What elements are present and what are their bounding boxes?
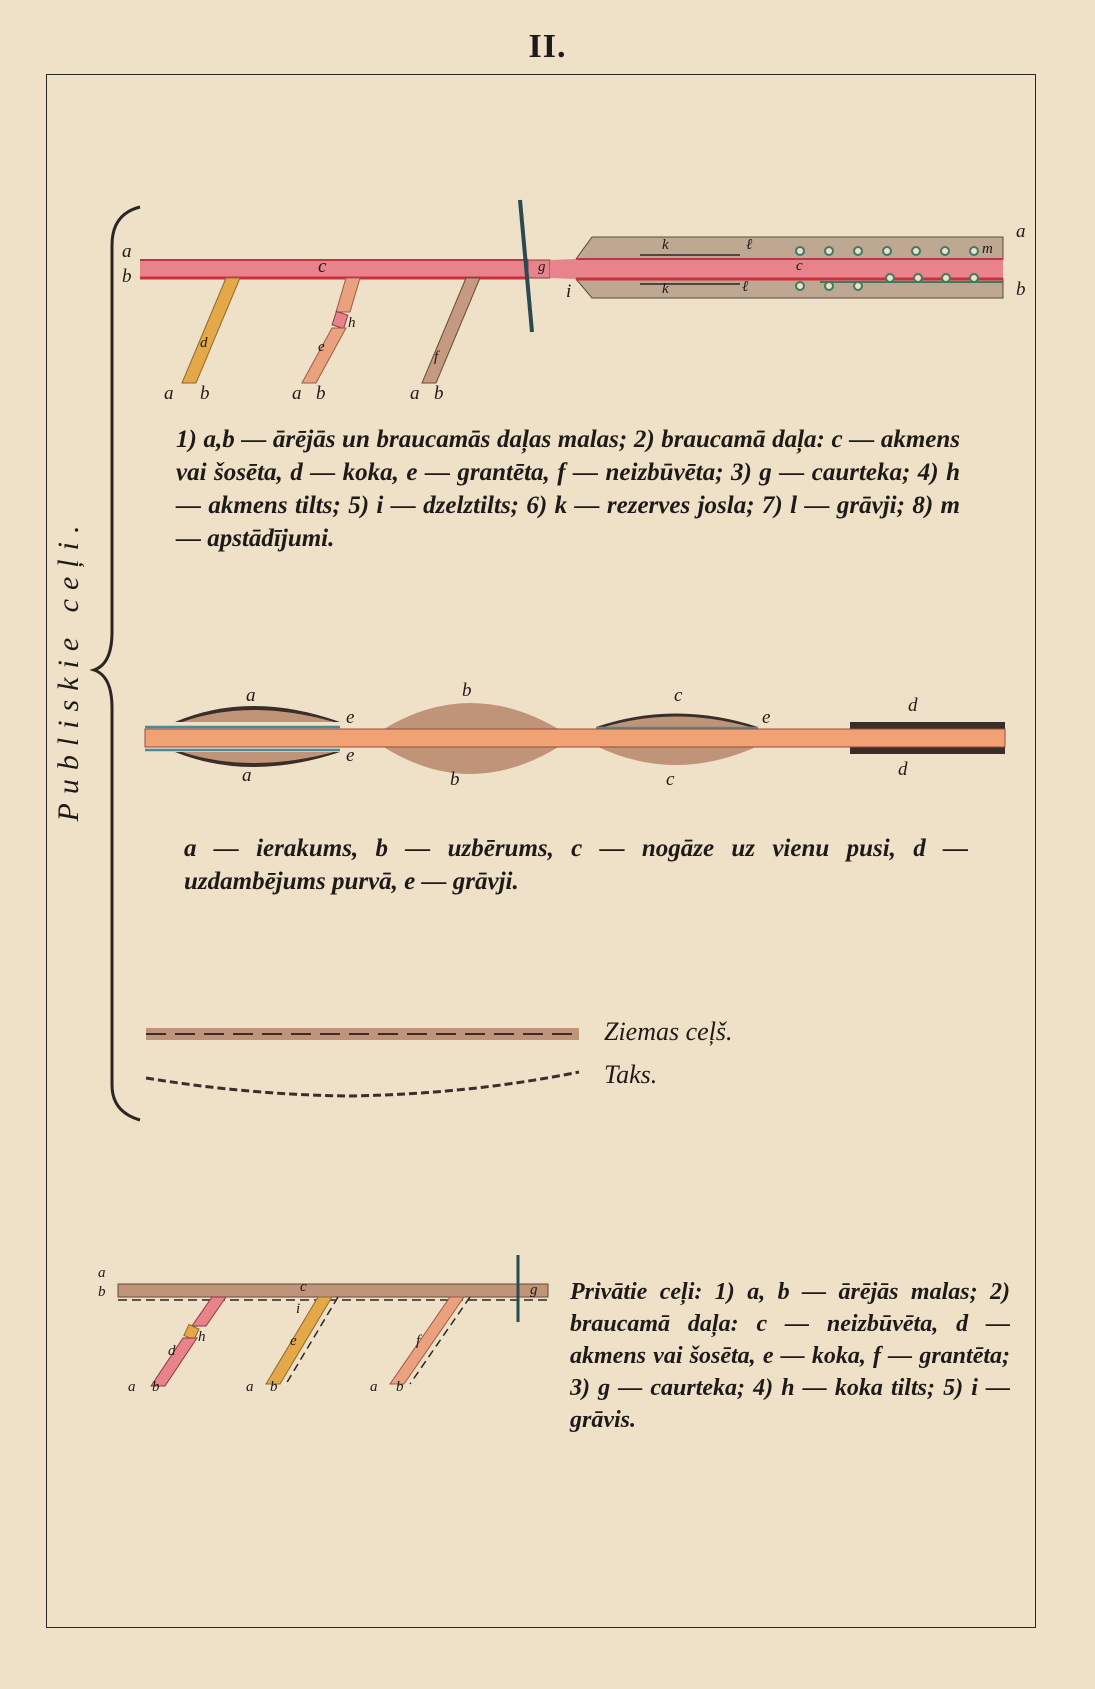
private-branch-d-upper	[192, 1297, 226, 1326]
public-road-diagram	[140, 200, 1003, 383]
main-road-right	[576, 259, 1003, 279]
label-causeway-d-bottom: d	[898, 759, 908, 780]
label-cut-a-bottom: a	[242, 765, 252, 786]
label-d-branch: d	[200, 335, 208, 351]
winter-road-label: Ziemas ceļš.	[604, 1017, 733, 1046]
fill-b-top	[382, 703, 560, 730]
embankments-caption: a — ierakums, b — uzbērums, c — nogāze uz vienu pusi, d — uzdambējums purvā, e — grāvji.	[184, 835, 968, 895]
fill-b-bottom	[382, 746, 560, 774]
label-b-branch2: b	[316, 383, 326, 404]
label-private-b: b	[98, 1284, 106, 1300]
slope-c-bottom	[596, 746, 758, 765]
stone-bridge-h	[332, 311, 348, 328]
label-a-main: a	[122, 241, 132, 262]
branch-road-d	[182, 278, 240, 383]
label-b-branch3: b	[434, 383, 444, 404]
label-ditch-e-3: e	[762, 707, 771, 728]
label-private-a2: a	[246, 1379, 254, 1395]
label-slope-c-bottom: c	[666, 769, 675, 790]
label-m-planting: m	[982, 241, 993, 257]
label-c-right: c	[796, 258, 803, 274]
label-private-d: d	[168, 1343, 176, 1359]
branch-road-f	[422, 278, 480, 383]
label-fill-b-top: b	[462, 680, 472, 701]
label-private-i: i	[296, 1301, 301, 1317]
label-private-b3: b	[396, 1379, 404, 1395]
label-e-branch: e	[318, 339, 325, 355]
label-a-branch1: a	[164, 383, 174, 404]
label-cut-a-top: a	[246, 685, 256, 706]
label-private-c: c	[300, 1279, 307, 1295]
connector-transition	[550, 259, 576, 279]
label-g-culvert: g	[538, 259, 546, 275]
label-fill-b-bottom: b	[450, 769, 460, 790]
earthworks-road	[145, 729, 1005, 747]
label-f-branch: f	[434, 349, 439, 365]
label-private-a1: a	[128, 1379, 136, 1395]
label-k-upper: k	[662, 237, 669, 253]
label-b-right: b	[1016, 279, 1026, 300]
label-private-b2: b	[270, 1379, 278, 1395]
label-k-lower: k	[662, 281, 669, 297]
label-l-upper: ℓ	[746, 237, 753, 253]
label-a-branch2: a	[292, 383, 302, 404]
section-title: Publiskie ceļi.	[52, 516, 85, 822]
label-a-right: a	[1016, 221, 1026, 242]
public-roads-caption: 1) a,b — ārējās un braucamās daļas malas; 2) braucamā daļa: c — akmens vai šosēta, d — koka, e — grantēta, f — neizbūvēta; 3) g — caurteka; 4) h — akmens tilts; 5) i — dzelztilts; 6) k — rezerves josla; 7) l — grāvji; 8) m — apstādījumi.	[176, 426, 960, 552]
section-brace	[94, 207, 140, 1120]
main-road-fill	[140, 260, 528, 278]
label-ditch-e-2: e	[346, 745, 355, 766]
label-private-f: f	[416, 1333, 421, 1349]
branch-road-e-lower	[302, 328, 346, 383]
label-private-g: g	[530, 1282, 538, 1298]
branch-road-e-upper	[336, 278, 360, 312]
label-i-bridge: i	[566, 281, 572, 302]
label-b-main: b	[122, 266, 132, 287]
label-causeway-d-top: d	[908, 695, 918, 716]
earthworks-diagram	[145, 703, 1005, 774]
private-road-diagram	[118, 1255, 548, 1386]
winter-road-symbol	[146, 1028, 579, 1040]
label-private-e: e	[290, 1333, 297, 1349]
label-h-bridge: h	[348, 315, 356, 331]
private-roads-caption: Privātie ceļi: 1) a, b — ārējās malas; 2) braucamā daļa: c — neizbūvēta, d — akmens vai šosēta, e — koka, f — grantēta; 3) g — caurteka; 4) h — koka tilts; 5) i — grāvis.	[570, 1279, 1010, 1433]
label-a-branch3: a	[410, 383, 420, 404]
private-branch-f	[390, 1297, 464, 1384]
label-private-a: a	[98, 1265, 106, 1281]
path-symbol	[146, 1072, 579, 1096]
label-private-a3: a	[370, 1379, 378, 1395]
label-private-h: h	[198, 1329, 206, 1345]
path-label: Taks.	[604, 1060, 658, 1089]
private-main-road	[118, 1284, 548, 1297]
label-l-lower: ℓ	[742, 279, 749, 295]
page-number: II.	[528, 28, 567, 65]
label-b-branch1: b	[200, 383, 210, 404]
label-ditch-e-1: e	[346, 707, 355, 728]
label-slope-c-top: c	[674, 685, 683, 706]
label-private-b1: b	[152, 1379, 160, 1395]
label-c-main: c	[318, 256, 327, 277]
